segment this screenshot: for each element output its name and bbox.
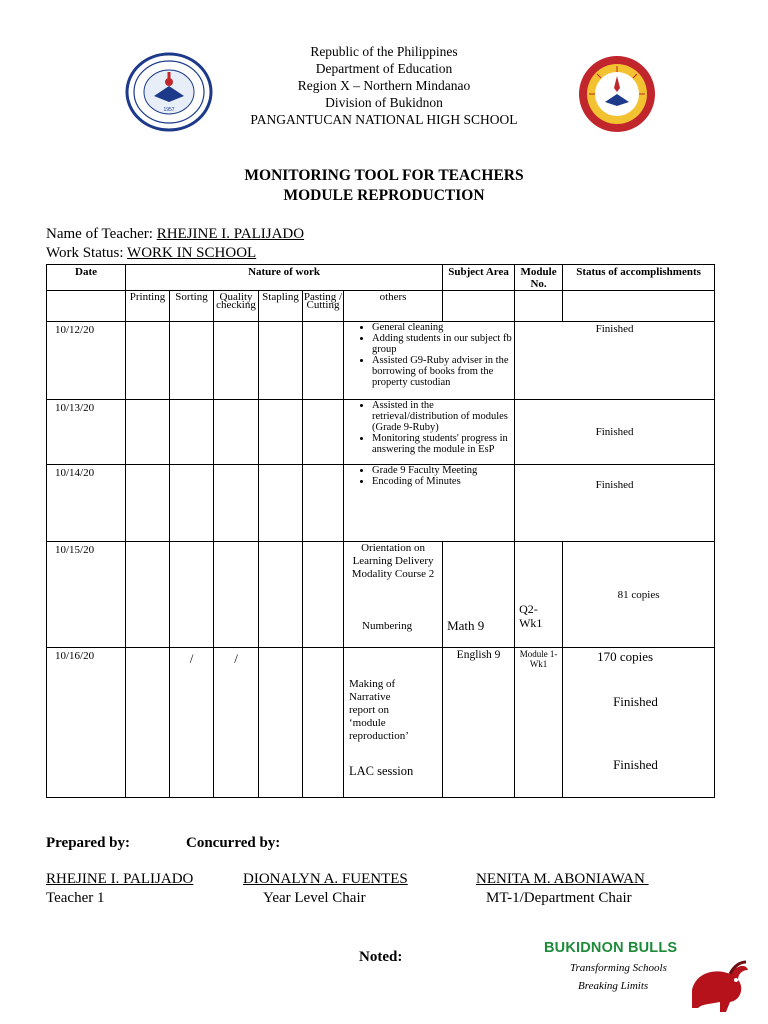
- row-status: Finished: [515, 322, 715, 400]
- brand-name: [544, 940, 677, 956]
- bull-icon: [686, 950, 752, 1016]
- document-title: MONITORING TOOL FOR TEACHERS: [244, 167, 524, 184]
- teacher-name-value: RHEJINE I. PALIJADO: [156, 226, 305, 242]
- module-value: Q2-Wk1: [519, 602, 543, 630]
- signatory-3-role: MT-1/Department Chair: [486, 890, 632, 906]
- row-module: [515, 542, 563, 648]
- teacher-name-field: [46, 226, 304, 243]
- signatory-2-name: DIONALYN A. FUENTES: [243, 871, 408, 887]
- row-others: [344, 400, 515, 465]
- header-division: Division of Bukidnon: [325, 95, 443, 110]
- table-row: [47, 542, 715, 648]
- row-others: [344, 542, 443, 648]
- module-header: Module No.: [515, 265, 563, 291]
- subject-value: Math 9: [447, 618, 485, 633]
- signatory-1-role: Teacher 1: [46, 890, 105, 906]
- subheader-quality: Quality checking: [214, 291, 259, 322]
- brand-tagline-1: Transforming Schools: [570, 962, 667, 974]
- status-line-2: Finished: [613, 694, 658, 709]
- row-module: Module 1-Wk1: [515, 648, 563, 798]
- nature-header: Nature of work: [126, 265, 443, 291]
- others-bottom-text: LAC session: [349, 764, 414, 778]
- row-status: [563, 648, 715, 798]
- subheader-blank: [563, 291, 715, 322]
- table-row: [47, 400, 715, 465]
- subject-header: Subject Area: [443, 265, 515, 291]
- svg-text:1957: 1957: [163, 107, 175, 113]
- work-status-label: Work Status:: [46, 245, 128, 261]
- row-date: 10/13/20: [47, 400, 126, 465]
- row-date: 10/12/20: [47, 322, 126, 400]
- row-date: 10/15/20: [47, 542, 126, 648]
- row-date: 10/14/20: [47, 465, 126, 542]
- row-status: Finished: [515, 465, 715, 542]
- noted-label: Noted:: [359, 949, 403, 965]
- table-row: [47, 648, 715, 798]
- table-row: [47, 465, 715, 542]
- work-status-value: WORK IN SCHOOL: [127, 245, 257, 261]
- signatory-2-role: Year Level Chair: [263, 890, 366, 906]
- status-line-3: Finished: [613, 757, 658, 772]
- bukidnon-bulls-logo: [540, 930, 754, 1022]
- document-subtitle: MODULE REPRODUCTION: [283, 187, 485, 204]
- row-subject: [443, 542, 515, 648]
- subheader-stapling: Stapling: [259, 291, 303, 322]
- list-item: • Assisted G9-Ruby adviser in the borrowing of books from the property custodian: [372, 355, 514, 388]
- signatory-1-name: RHEJINE I. PALIJADO: [46, 871, 194, 887]
- row-status: 81 copies: [563, 542, 715, 648]
- work-status-field: [46, 245, 256, 262]
- subheader-others: others: [344, 291, 443, 322]
- list-item: • Grade 9 Faculty Meeting: [372, 465, 514, 476]
- others-bottom-text: Numbering: [362, 620, 413, 632]
- list-item: • Assisted in the retrieval/distribution of modules (Grade 9-Ruby): [372, 400, 514, 433]
- list-item: • Encoding of Minutes: [372, 476, 514, 487]
- date-header: Date: [47, 265, 126, 291]
- brand-tagline-2: Breaking Limits: [578, 980, 649, 992]
- subheader-blank: [515, 291, 563, 322]
- sorting-mark: /: [170, 648, 214, 798]
- brand-name-text: BUKIDNON BULLS: [544, 940, 678, 956]
- subheader-blank: [47, 291, 126, 322]
- header-region: Region X – Northern Mindanao: [297, 78, 471, 93]
- list-item: • Monitoring students' progress in answering the module in EsP: [372, 433, 514, 455]
- subheader-blank: [443, 291, 515, 322]
- row-subject: English 9: [443, 648, 515, 798]
- row-others: [344, 465, 515, 542]
- row-date: 10/16/20: [47, 648, 126, 798]
- list-item: • Adding students in our subject fb group: [372, 333, 514, 355]
- table-subheader-row: [47, 291, 715, 322]
- subheader-sorting: Sorting: [170, 291, 214, 322]
- subheader-printing: Printing: [126, 291, 170, 322]
- others-top-text: Making of Narrative report on ‘module reproduction’: [349, 678, 409, 742]
- header-republic: Republic of the Philippines: [310, 44, 458, 59]
- subheader-pasting: Pasting / Cutting: [303, 291, 344, 322]
- concurred-by-label: Concurred by:: [186, 835, 281, 851]
- table-header-row: [47, 265, 715, 291]
- monitoring-table: [46, 264, 715, 798]
- teacher-name-label: Name of Teacher:: [46, 226, 157, 242]
- row-others: [344, 322, 515, 400]
- list-item: • General cleaning: [372, 322, 514, 333]
- status-line-1: 170 copies: [597, 649, 654, 664]
- quality-mark: /: [214, 648, 259, 798]
- status-header: Status of accomplishments: [563, 265, 715, 291]
- others-top-text: Orientation on Learning Delivery Modality Course 2: [351, 542, 435, 580]
- signatory-3-name: NENITA M. ABONIAWAN: [476, 871, 649, 887]
- row-status: Finished: [515, 400, 715, 465]
- prepared-by-label: Prepared by:: [46, 835, 131, 851]
- row-others: [344, 648, 443, 798]
- header-department: Department of Education: [315, 61, 453, 76]
- table-row: [47, 322, 715, 400]
- header-school: PANGANTUCAN NATIONAL HIGH SCHOOL: [250, 112, 518, 127]
